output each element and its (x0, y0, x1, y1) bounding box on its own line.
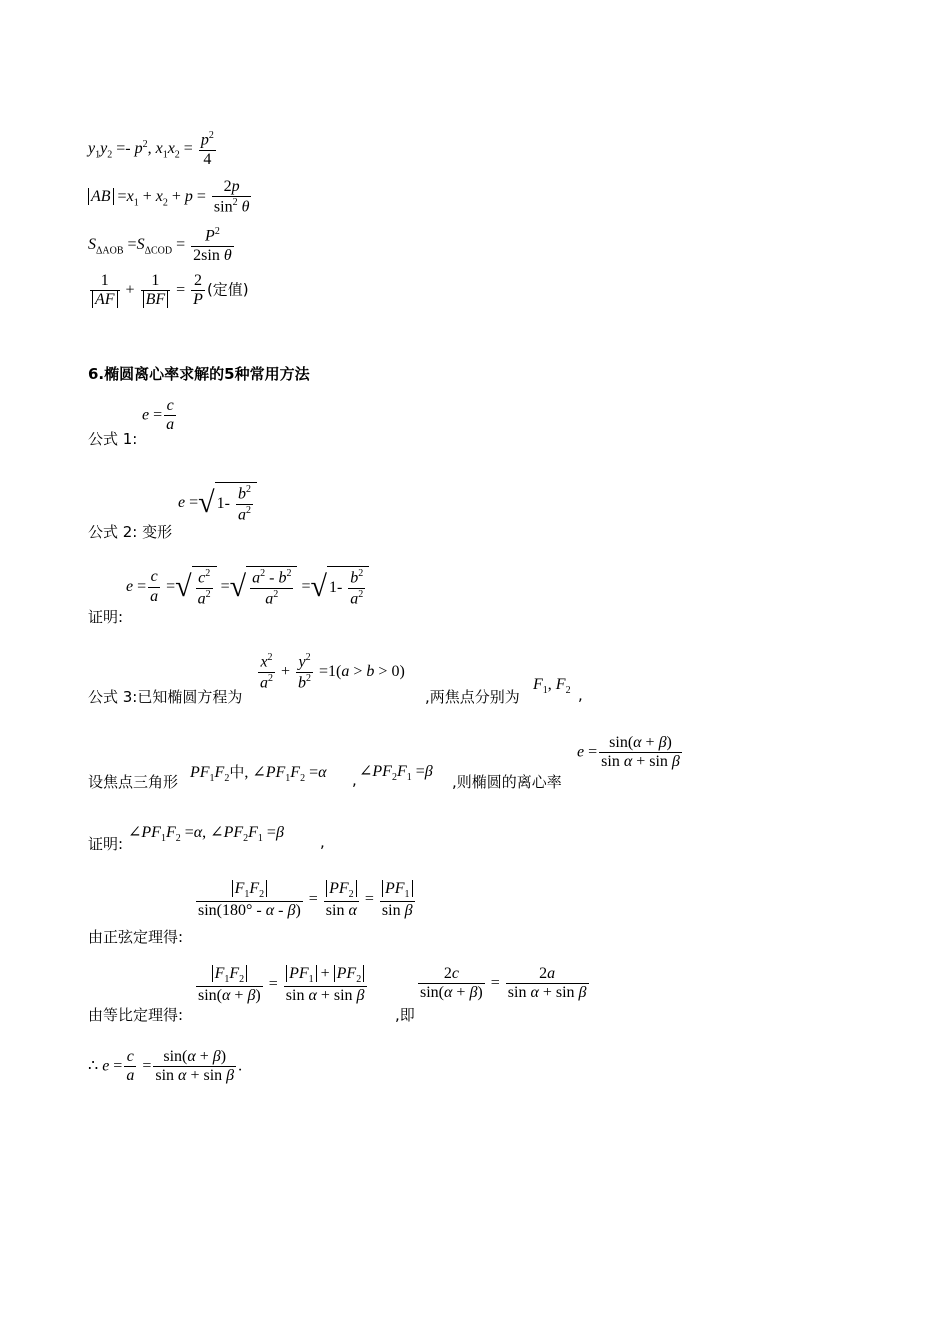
ratio-rule-simplified: $\frac{2c}{\sin(\alpha + \beta)}$ = $\frac{2a}{\text{sin α + sin β}}$ (420, 965, 587, 1002)
proof1-label: 证明: (88, 608, 124, 626)
triangle-angles: $PF_1F_2$中, $\angle PF_1F_2 =\alpha$ (190, 763, 327, 785)
proof2-angles: $\angle PF_1F_2 =\alpha$, $\angle PF_2F_1 =\beta$ (128, 824, 284, 845)
sine-rule-formula: $\frac{F_1F_2}{\sin(180^\circ - \alpha - \beta)}$ = $\frac{PF_2}{\text{sin α}}$ = $\frac{PF_1}{\text{sin β}}$ (198, 880, 413, 919)
section-heading: 6.椭圆离心率求解的5种常用方法 (88, 365, 310, 383)
formula-reciprocal: $\frac{1}{AF}$ + $\frac{1}{BF}$ = $\frac{2}{P}$ (定值) (88, 272, 249, 310)
dingzhi-note: (定值) (206, 280, 249, 299)
formula-ab-length: AB $=x_1 + x_2 + p$ = $\frac{2p}{\sin^2 \theta}$ (88, 178, 253, 217)
ratio-rule-formula: $\frac{F_1F_2}{\sin(\alpha + \beta)}$ = $\frac{PF_1 + PF_2}{\text{sin α + sin β}}$ (198, 965, 365, 1004)
formula2-label: 公式 2: 变形 (88, 523, 173, 541)
proof2-label: 证明: (88, 835, 124, 853)
formula1: e = $\frac{c}{a}$ (142, 397, 175, 434)
formula3-intro: 公式 3:已知椭圆方程为 (88, 688, 243, 706)
ratio-rule-label: 由等比定理得: (88, 1006, 184, 1024)
eccentricity-formula: e = $\frac{\sin(\alpha + \beta)}{\text{sin α + sin β}}$ (577, 734, 680, 771)
focal-triangle-text: 设焦点三角形 (88, 773, 179, 791)
ellipse-equation: $\frac{x^2}{a^2}$ + $\frac{y^2}{b^2}$ =1(a > b > 0) (260, 652, 405, 692)
formula1-label: 公式 1: (88, 430, 138, 448)
formula-area: $S_{\Delta AOB} =S_{\Delta COD}$ = $\frac{P^2}{\text{2sin θ}}$ (88, 226, 232, 264)
foci-symbols: $F_1$, $F_2$ (533, 676, 571, 697)
formula2: e =√ 1- $\frac{b^2}{a^2}$ (178, 482, 257, 524)
foci-text: ,两焦点分别为 (425, 688, 520, 706)
sine-rule-label: 由正弦定理得: (88, 928, 184, 946)
proof1-chain: e = $\frac{c}{a}$ =√ $\frac{c^2}{a^2}$ =√ $\frac{a^2 - b^2}{a^2}$ =√ 1- $\frac{b^2}{a^2}$ (126, 566, 369, 608)
triangle-angle-beta: $\angle PF_2F_1 =\beta$ (359, 763, 433, 784)
formula-y1y2: $y_1y_2 =- p^2$, $x_1x_2$ = $\frac{p^2}{4}$ (88, 130, 214, 168)
conclusion-formula: ∴ e = $\frac{c}{a}$ = $\frac{\sin(\alpha + \beta)}{\text{sin α + sin β}}$ . (88, 1048, 243, 1085)
